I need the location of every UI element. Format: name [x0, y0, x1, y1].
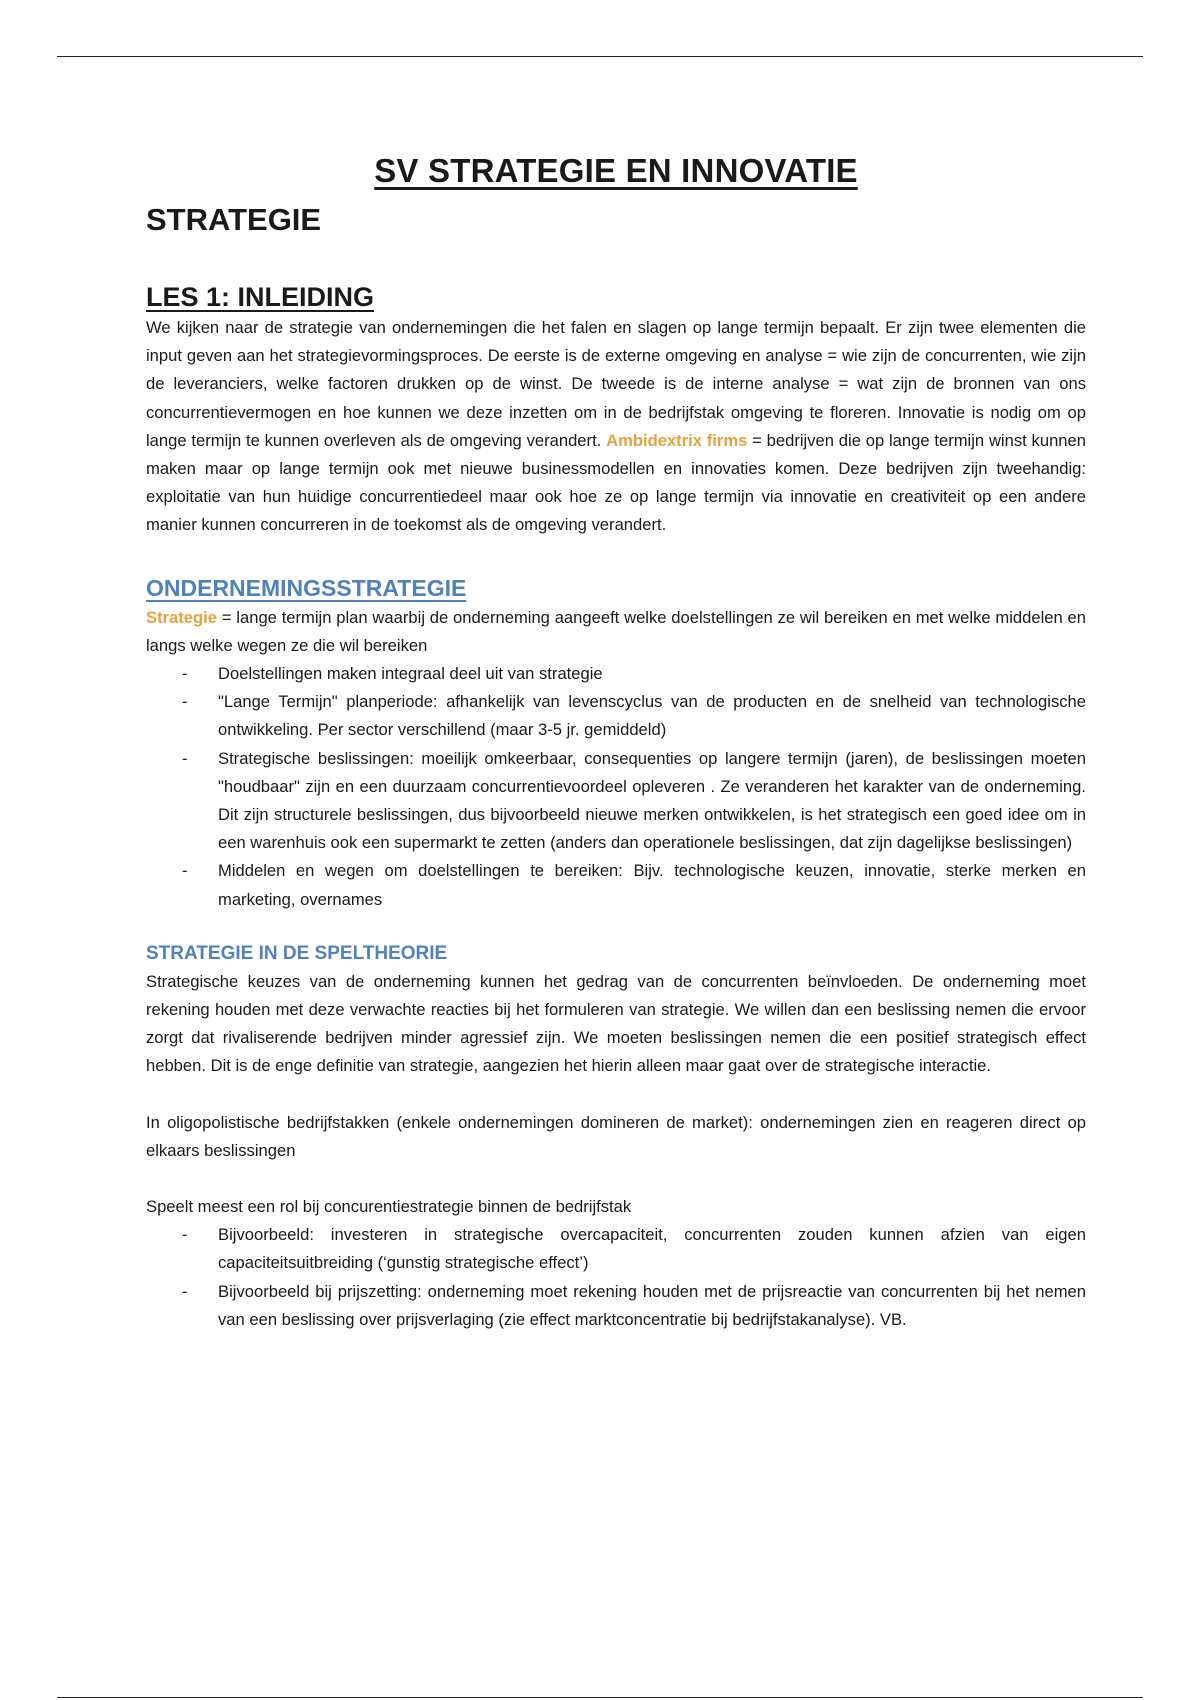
ondernemingsstrategie-heading: ONDERNEMINGSSTRATEGIE — [146, 574, 467, 601]
term-strategie: Strategie — [146, 607, 218, 627]
header-rule — [57, 56, 1143, 57]
les1-text-part1: We kijken naar de strategie van ondernemingen die het falen en slagen op lange termijn bepaalt. Er zijn twee elementen die input geven aan het strategievormingsproces. De eerste is de externe omgeving en analyse = wie zijn de concurrenten, wie zijn de leveranciers, welke factoren drukken op de winst. De tweede is de interne analyse = wat zijn de bronnen van ons concurrentievermogen en hoe kunnen we deze inzetten om in de bedrijfstak omgeving te floreren. Innovatie is nodig om op lange termijn te kunnen overleven als de omgeving verandert. — [146, 318, 1086, 450]
section-heading: STRATEGIE — [146, 202, 322, 237]
dash-bullet: - — [182, 861, 188, 881]
les1-text-part2: = bedrijven die op lange termijn winst kunnen maken maar op lange termijn ook met nieuwe businessmodellen en innovaties komen. Deze bedrijven zijn tweehandig: exploitatie van hun huidige concurrentiedeel maar ook hoe ze op lange termijn via innovatie en creativiteit op een andere manier kunnen concurreren in de toekomst als de omgeving verandert. — [146, 430, 1086, 535]
speltheorie-bullet-list — [146, 1221, 1086, 1334]
les1-heading: LES 1: INLEIDING — [146, 282, 375, 312]
footer-rule — [57, 1697, 1143, 1698]
list-item: - Doelstellingen maken integraal deel uit van strategie — [146, 660, 1086, 688]
dash-bullet: - — [182, 664, 188, 684]
dash-bullet: - — [182, 748, 188, 768]
list-item: - Strategische beslissingen: moeilijk omkeerbaar, consequenties op langere termijn (jaren), de beslissingen moeten "houdbaar" zijn en een duurzaam concurrentievoordeel opleveren . Ze veranderen het karakter van de onderneming. Dit zijn structurele beslissingen, dus bijvoorbeeld nieuwe merken ontwikkelen, is het strategisch een goed idee om in een warenhuis ook een supermarkt te zetten (anders dan operationele beslissingen, dat zijn dagelijkse beslissingen) — [146, 745, 1086, 858]
speltheorie-heading: STRATEGIE IN DE SPELTHEORIE — [146, 942, 448, 964]
document-page — [146, 150, 1086, 1334]
les1-paragraph — [146, 314, 1086, 540]
document-title: SV STRATEGIE EN INNOVATIE — [374, 152, 858, 189]
speltheorie-paragraph-1: Strategische keuzes van de onderneming kunnen het gedrag van de concurrenten beïnvloeden. De onderneming moet rekening houden met deze verwachte reacties bij het formuleren van strategie. We willen dan een beslissing nemen die ervoor zorgt dat rivaliserende bedrijven minder agressief zijn. We moeten beslissingen nemen die een positief strategisch effect hebben. Dit is de enge definitie van strategie, aangezien het hierin alleen maar gaat over de strategische interactie. — [146, 971, 1086, 1076]
strategie-definition — [146, 604, 1086, 660]
list-item: - Bijvoorbeeld: investeren in strategische overcapaciteit, concurrenten zouden kunnen afzien van eigen capaciteitsuitbreiding (‘gunstig strategische effect’) — [146, 1221, 1086, 1277]
strategie-bullet-list — [146, 660, 1086, 914]
speltheorie-paragraph-2: In oligopolistische bedrijfstakken (enkele ondernemingen domineren de market): ondernemingen zien en reageren direct op elkaars beslissingen — [146, 1112, 1086, 1160]
dash-bullet: - — [182, 692, 188, 712]
list-item: - Bijvoorbeeld bij prijszetting: onderneming moet rekening houden met de prijsreactie van concurrenten bij het nemen van een beslissing over prijsverlaging (zie effect marktconcentratie bij bedrijfstakanalyse). VB. — [146, 1278, 1086, 1334]
term-ambidextrix: Ambidextrix firms — [606, 430, 748, 450]
list-item: - Middelen en wegen om doelstellingen te bereiken: Bijv. technologische keuzen, innovatie, sterke merken en marketing, overnames — [146, 857, 1086, 913]
dash-bullet: - — [182, 1225, 188, 1245]
speltheorie-paragraph-3: Speelt meest een rol bij concurentiestrategie binnen de bedrijfstak — [146, 1197, 632, 1217]
dash-bullet: - — [182, 1281, 188, 1301]
list-item: - "Lange Termijn" planperiode: afhankelijk van levenscyclus van de producten en de snelheid van technologische ontwikkeling. Per sector verschillend (maar 3-5 jr. gemiddeld) — [146, 688, 1086, 744]
strategie-definition-text: = lange termijn plan waarbij de onderneming aangeeft welke doelstellingen ze wil bereiken en met welke middelen en langs welke wegen ze die wil bereiken — [146, 607, 1086, 655]
